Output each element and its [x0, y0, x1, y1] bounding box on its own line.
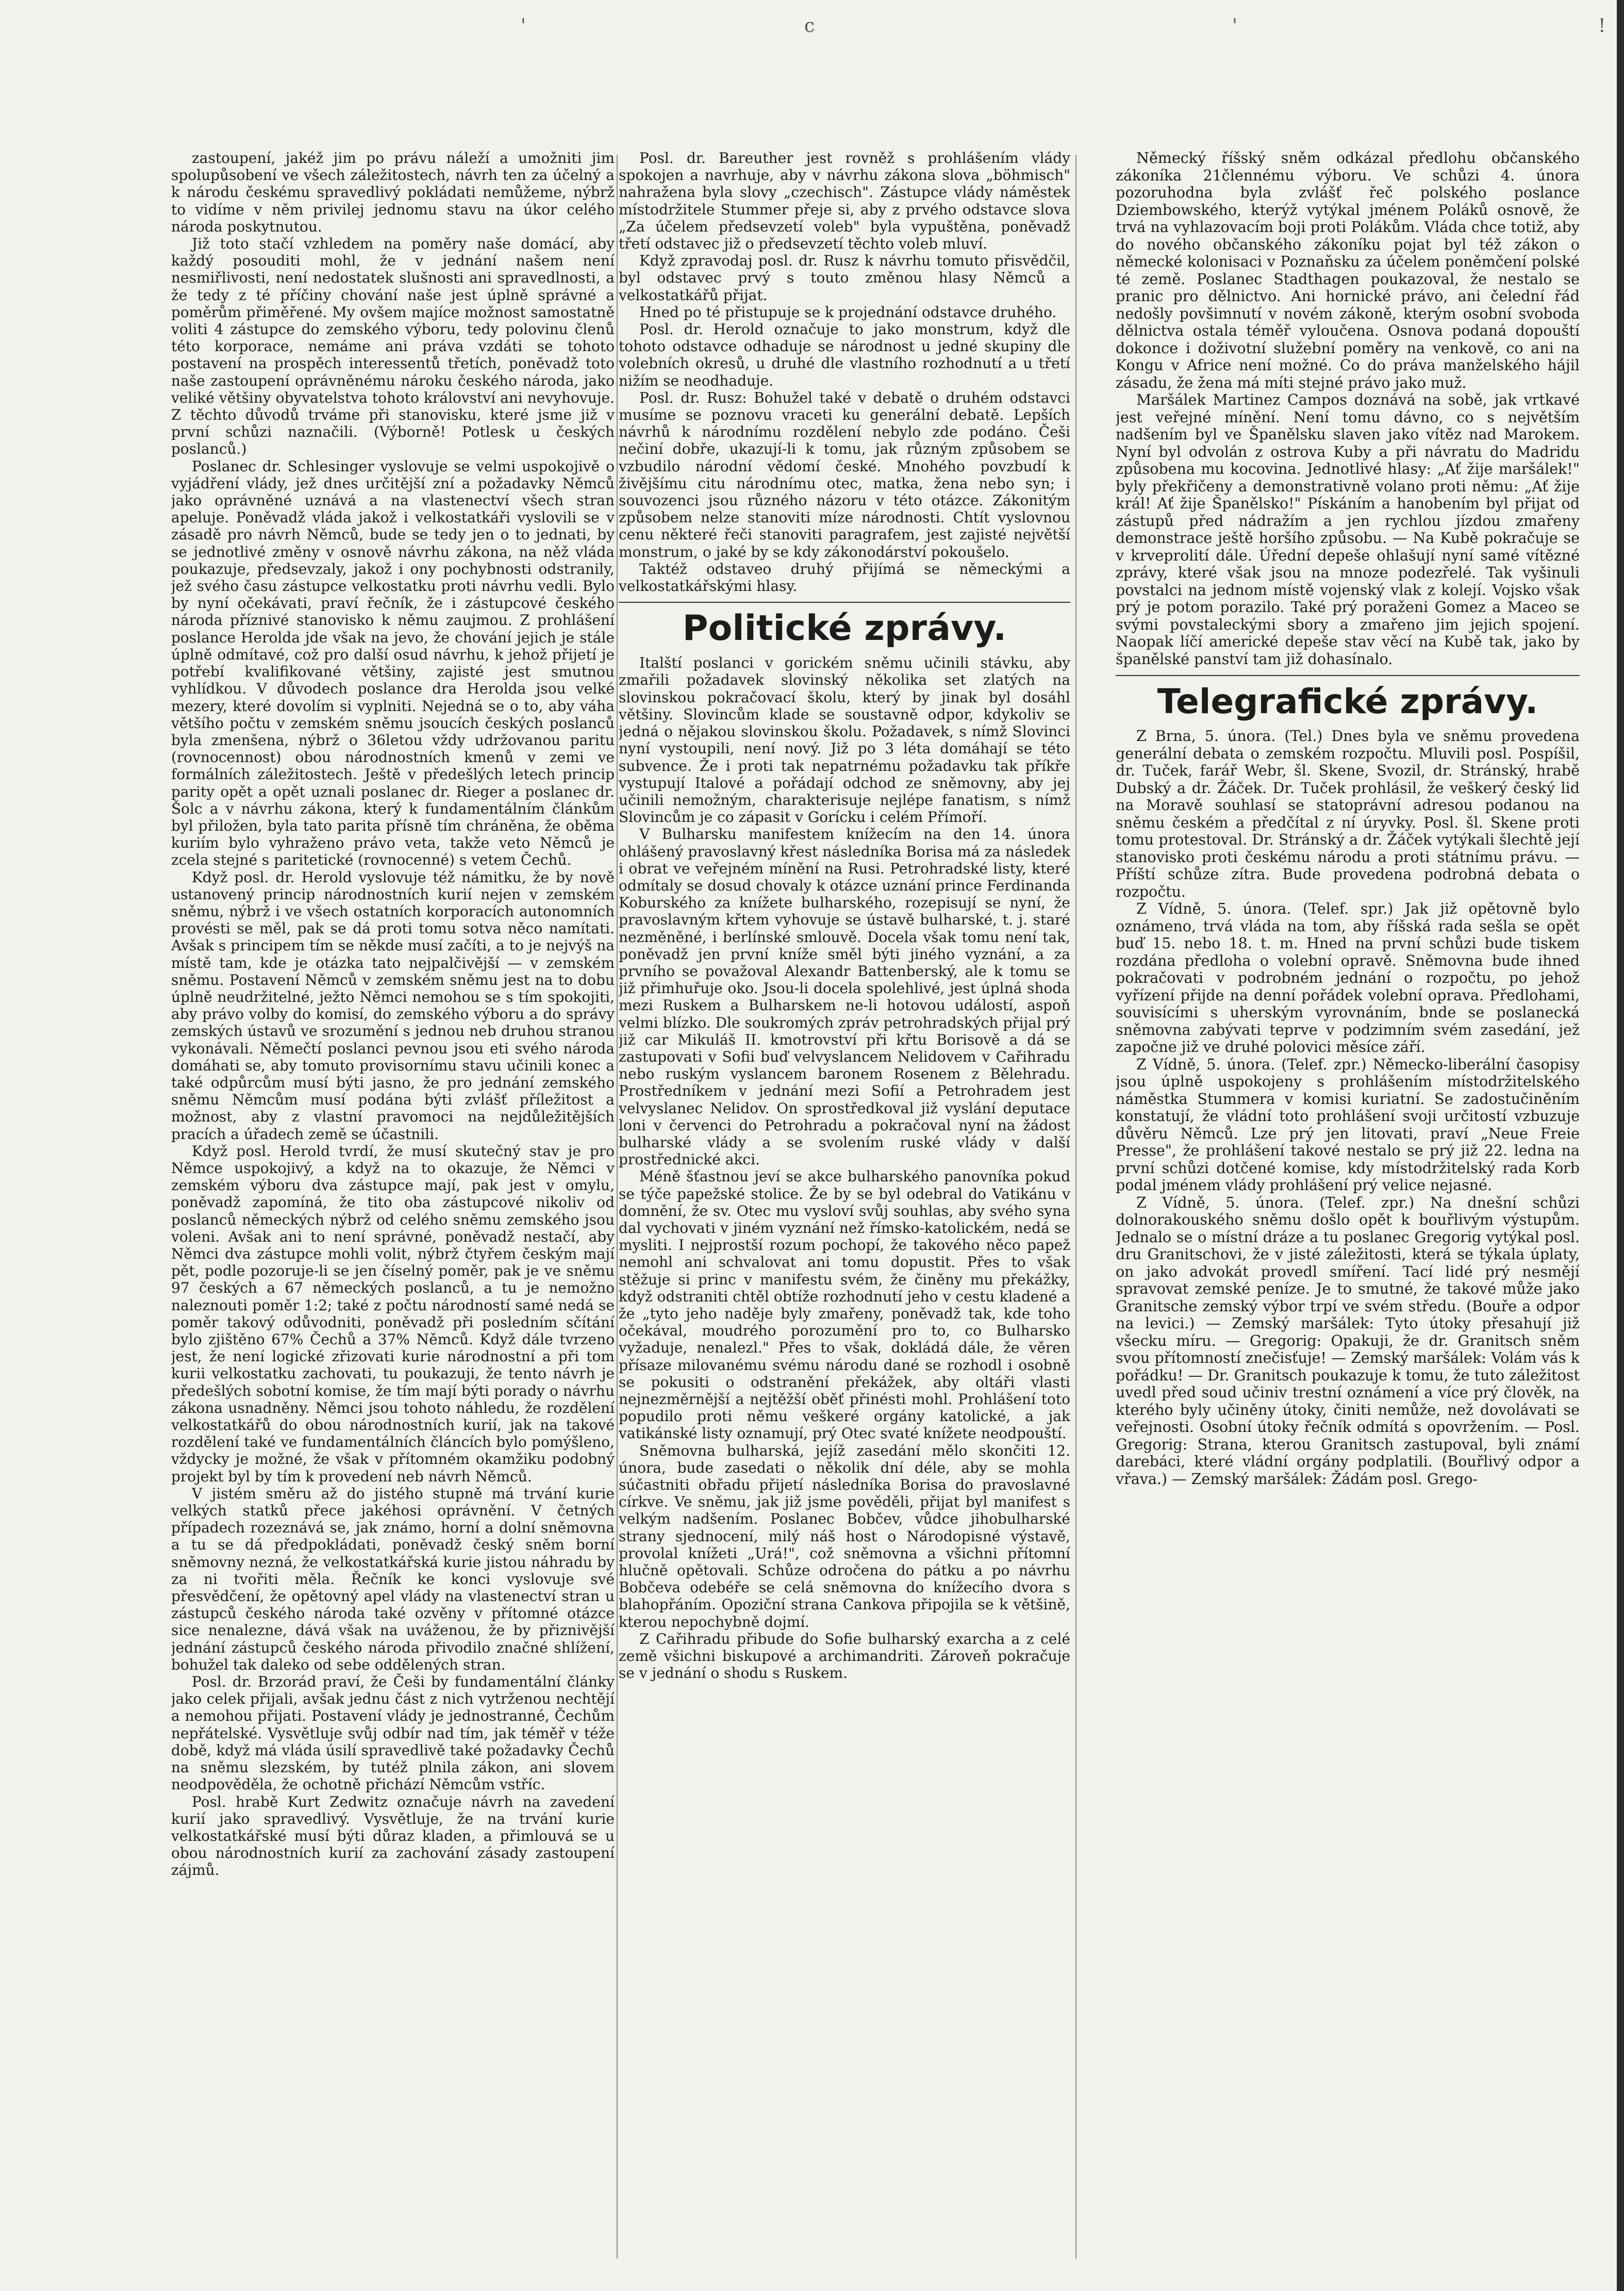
article-paragraph: Z Vídně, 5. února. (Telef. spr.) Jak již opětovně bylo oznámeno, trvá vláda na tom, aby říšská rada sešla se opět buď 15. nebo 18. t. m. Hned na první schůzi bude tiskem rozdána předloha o volební opravě. Sněmovna bude ihned pokračovati v podrobném jednání o rozpočtu, po jehož vyřízení přijde na denní pořádek volební oprava. Předlohami, souvisícími s uherským vyrovnáním, bnde se poslanecká sněmovna zabývati teprve v podzimním svém zasedání, jež započne již ve druhé polovici měsíce září. — [1116, 900, 1580, 1056]
article-paragraph: Z Vídně, 5. února. (Telef. zpr.) Na dnešní schůzi dolnorakouského sněmu došlo opět k bouřlivým výstupům. Jednalo se o místní dráze a tu poslanec Gregorig vytýkal posl. dru Granitschovi, že v jisté záležitosti, která se týkala úplaty, on jako advokát provedl smíření. Tací lidé prý nesmějí spravovat zemské peníze. Je to smutné, že takové může jako Granitsche zemský výbor trpí ve svém středu. (Bouře a odpor na levici.) — Zemský maršálek: Tyto útoky přesahují již všecku míru. — Gregorig: Opakuji, že dr. Granitsch sněm svou přítomností znečisťuje! — Zemský maršálek: Volám vás k pořádku! — Dr. Granitsch poukazuje k tomu, že tuto záležitost uvedl před soud učiniv trestní oznámení a více prý člověk, na kterého byly učiněny útoky, činiti nemůže, než dovolávati se veřejnosti. Osobní útoky řečník odmítá s opovržením. — Posl. Gregorig: Strana, kterou Granitsch zastupoval, byli známí darebáci, které vládní orgány podplatili. (Bouřlivý odpor a vřava.) — Zemský maršálek: Žádám posl. Grego- — [1116, 1194, 1580, 1488]
article-paragraph: Posl. dr. Brzorád praví, že Češi by fundamentální články jako celek přijali, avšak jednu část z nich vytrženou nechtějí a nemohou přijati. Postavení vlády je jednostranné, Čechům nepřátelské. Vysvětluje svůj odbír nad tím, jak téměř v téže době, když má vláda úsilí spravedlivě také požadavky Čechů na sněmu slezském, by tutéž plnila zákon, ani slovem neodpověděla, že ochotně přichází Němcům vstříc. — [171, 1673, 615, 1793]
article-paragraph: Již toto stačí vzhledem na poměry naše domácí, aby každý posouditi mohl, že v jednání našem není nesmiřlivosti, není nedostatek slušnosti ani spravedlnosti, a že tedy z té příčiny chování naše jest úplně správné a poměrům přiměřené. My ovšem majíce možnost samostatně voliti 4 zástupce do zemského výboru, tedy polovinu členů této korporace, nemáme ani práva vzdáti se tohoto postavení na prospěch interessentů třetích, poněvadž toto naše zastoupení oprávněnému nároku českého národa, jako veliké většiny obyvatelstva tohoto království ani nevyhovuje. Z těchto důvodů trváme při stanovisku, které jsme již v první schůzi naznačili. (Výborně! Potlesk u českých poslanců.) — [171, 235, 615, 458]
article-paragraph: Hned po té přistupuje se k projednání odstavce druhého. — [639, 303, 1057, 321]
article-paragraph: Z Vídně, 5. února. (Telef. zpr.) Německo-liberální časopisy jsou úplně uspokojeny s prohlášením místodržitelského náměstka Stummera v komisi kuriatní. Se zadostučiněním konstatují, že vládní toto prohlášení svoji určitostí vzbuzuje důvěru Němců. Lze prý jen litovati, praví „Neue Freie Presse", že prohlášení takové nestalo se prý již 22. ledna na první schůzi dotčené komise, kdy místodržitelský rada Korb podal jménem vlády prohlášení prý velice nejasné. — [1116, 1056, 1580, 1194]
article-paragraph: Posl. dr. Rusz: Bohužel také v debatě o druhém odstavci musíme se poznovu vraceti ku generální debatě. Lepších návrhů k národnímu rozdělení nebylo zde podáno. Češi nečiní dobře, ukazují-li k tomu, jak různým způsobem se vzbudilo národní vědomí české. Mnohého povzbudí k živějšímu citu národnímu otec, matka, žena nebo syn; i souvozenci jsou různého názoru v této otázce. Zákonitým způsobem nelze stanoviti míze národnosti. Chtít vyslovnou cenu některé řeči stanoviti paragrafem, jest zajisté největší monstrum, o jaké by se kdy zákonodárství pokoušelo. — [619, 389, 1070, 561]
article-paragraph: Poslanec dr. Schlesinger vyslovuje se velmi uspokojivě o vyjádření vlády, jež dnes určitější zní a požadavky Němců jako oprávněné uznává a na vlastenectví všech stran apeluje. Poněvadž vláda jakož i velkostatkáři vyslovili se v zásadě pro návrh Němců, bude se tedy jen o to jednati, by se jednotlivé změny v osnově návrhu zákona, na něž vláda poukazuje, předsevzaly, jakož i ony pochybnosti odstranily, jež svého času zástupce velkostatku proti návrhu vedli. Bylo by nyní očekávati, praví řečník, že i zástupcové českého národa příznivé stanovisko k němu zaujmou. Z prohlášení poslance Herolda jde však na jevo, že chování jejich je stále úplně odmítavé, což pro další osud návrhu, k jehož přijetí je potřebí kvalifikované většiny, zajisté jest smutnou vyhlídkou. V důvodech poslance dra Herolda jsou velké mezery, které dovolím si vyplniti. Nejedná se o to, aby váha většího počtu v zemském sněmu jsoucích českých poslanců byla zmenšena, nýbrž o 36letou vždy udržovanou paritu (rovnocennost) obou národnostních kmenů v zemi ve formálních záležitostech. Ještě v předešlých letech princip parity opět a opět uznali poslanec dr. Rieger a poslanec dr. Šolc a v návrhu zákona, který k fundamentálním článkům byl přiložen, byla tato parita přísně tím chráněna, že oběma kuriím bylo vyhraženo právo veta, takže veto Němců je zcela stejné s paritetické (rovnocenné) s vetem Čechů. — [171, 457, 615, 869]
section-title-political-news: Politické zprávy. — [682, 608, 1007, 649]
article-paragraph: V jistém směru až do jistého stupně má trvání kurie velkých statků přece jakéhosi oprávnění. V četných případech rozeznává se, jak známo, horní a dolní sněmovna a tu se dá předpokládati, poněvadž český sněm borní sněmovny nezná, že velkostatkářská kurie jistou náhradu by za ni tvořiti měla. Řečník ke konci vyslovuje své přesvědčení, že opětovný apel vlády na vlastenectví stran u zástupců českého národa také ozvěny v přítomné otázce sice nenalezne, dává však na uváženou, že by přiznivější jednání zástupců českého národa přivodilo značné shlížení, bohužel tak daleko od sebe oddělených stran. — [171, 1485, 615, 1673]
column-rule-left — [617, 155, 618, 2259]
article-paragraph: Když posl. Herold tvrdí, že musí skutečný stav je pro Němce uspokojivý, a když na to okazuje, že Němci v zemském výboru dva zástupce mají, pak jest v omylu, poněvadž zapomíná, že tito oba zástupcové nikoliv od poslanců německých nýbrž od celého sněmu zemského jsou voleni. Avšak ani to není správné, poněvadž nestačí, aby Němci dva zástupce mohli volit, nýbrž čtyřem českým mají pět, podle pozoruje-li se jen číselný poměr, pak je ve sněmu 97 českých a 67 německých poslanců, a tu je nemožno naleznouti poměr 1:2; také z počtu národností samé nedá se poměr takový odůvodniti, poněvadž při posledním sčítání bylo zjištěno 67% Čechů a 37% Němců. Když dále tvrzeno jest, že není logické zřizovati kurie národnostní a při tom kurii velkostatku zachovati, tu poukazuji, že tento návrh je předešlých sobotní komise, že tím mají býti porady o návrhu zákona usnadněny. Němci jsou tohoto náhledu, že rozdělení velkostatkářů do obou národnostních kurií, jak na takové rozdělení také ve fundamentálních článcích bylo pomýšleno, vždycky je možné, že však v přítomném okamžiku podobný projekt byl by tím k provedení neb návrh Němců. — [171, 1142, 615, 1485]
article-paragraph: zastoupení, jakéž jim po právu náleží a umožniti jim spolupůsobení ve všech záležitostech, návrh ten za účelný a k národu českému spravedlivý pokládati nemůžeme, nýbrž to vidíme v něm privilej jednomu stavu na úkor celého národa poskytnutou. — [171, 150, 615, 235]
article-paragraph: Když posl. dr. Herold vyslovuje též námitku, že by nově ustanovený princip národnostních kurií nejen v zemském sněmu, nýbrž i ve všech ostatních korporacích autonomních provésti se měl, pak se dá proti tomu sotva něco namítati. Avšak s principem tím se někde musí začíti, a to je nejvýš na místě tam, kde je otázka tato nejpalčivější — v zemském sněmu. Postavení Němců v zemském sněmu jest na to dobu úplně neudržitelné, ježto Němci nemohou se s tím spokojiti, aby právo volby do komisí, do zemského výboru a do správy zemských ústavů ve srozumění s jednou neb druhou stranou vykonávali. Němečtí poslanci pevnou jsou eti svého národa domáhati se, aby tomuto provisornímu stavu učinili konec a také odpůrcům musí býti jasno, že pro jednání zemského sněmu Němcům musí podána býti zvlášť příležitost a možnost, aby z vlastní pravomoci na nejdůležitějších pracích a úřadech země se účastnili. — [171, 868, 615, 1143]
section-title-telegraph-news: Telegrafické zprávy. — [1157, 682, 1538, 721]
article-paragraph: Posl. hrabě Kurt Zedwitz označuje návrh na zavedení kurií jako spravedlivý. Vysvětluje, že na trvání kurie velkostatkářské musí býti důraz kladen, a přimlouvá se u obou národnostních kurií za zachování zásady zastoupení zájmů. — [171, 1793, 615, 1879]
section-divider — [619, 602, 1070, 603]
article-paragraph: Italští poslanci v gorickém sněmu učinili stávku, aby zmařili požadavek slovinský několika set zlatých na slovinskou pokračovací školu, který by jinak byl dosáhl většiny. Slovincům klade se soustavně odpor, kdykoliv se jedná o nějakou slovinskou školu. Požadavek, s nímž Slovinci nyní vystoupili, není nový. Již po 3 léta domáhají se této subvence. Že i proti tak nepatrnému požadavku tak příkře vystupují Italové a pořádají odchod ze sněmovny, aby jej učinili nemožným, charakterisuje nejlépe fanatism, s nímž Slovincům je co zápasit v Gorícku i celém Přímoří. — [619, 654, 1070, 826]
column-rule-right — [1075, 155, 1076, 2259]
column-right — [1116, 150, 1580, 2269]
column-middle — [619, 150, 1070, 2269]
article-paragraph: Německý říšský sněm odkázal předlohu občanského zákoníka 21člennému výboru. Ve schůzi 4. února pozoruhodna byla zvlášť řeč polského poslance Dziembowského, kterýž vytýkal jménem Poláků osnově, že trvá na vyhlazovacím boji proti Polákům. Vláda chce totiž, aby do nového občanského zákoníku pojat byl též zákon o německé kolonisaci v Poznaňsku za účelem poněmčení polské té země. Poslanec Stadthagen poukazoval, že nestalo se pranic pro dělnictvo. Ani hornické právo, ani čelední řád nedošly povšimnutí v novém zákoně, kterým osobní svoboda dělnictva ostala téměř vyloučena. Osnova podaná dopouští dokonce i doživotní služební poměry na venkově, co ani na Kongu v Africe není možné. Co do práva manželského hájil zásadu, že žena má míti stejné právo jako muž. — [1116, 150, 1580, 391]
article-paragraph: Taktéž odstaveo druhý přijímá se německými a velkostatkářskými hlasy. — [619, 560, 1070, 595]
column-left — [171, 150, 615, 2269]
article-paragraph: Posl. dr. Herold označuje to jako monstrum, když dle tohoto odstavce odhaduje se národnost u jedné skupiny dle volebních okresů, u druhé dle vlastního rozhodnutí a u třetí nižím se neodhaduje. — [619, 321, 1070, 389]
article-paragraph: Méně šťastnou jeví se akce bulharského panovníka pokud se týče papežské stolice. Že by se byl odebral do Vatikánu v domnění, že sv. Otec mu vysloví svůj souhlas, aby svého syna dal vychovati v jiném vyznání než římsko-katolickém, nedá se mysliti. I nejprostší rozum pochopí, že takového něco papež nemohl ani schvalovat ani tomu dopustit. Přes to však stěžuje si princ v manifestu svém, že činěny mu překážky, když odstraniti chtěl obtíže rozhodnutí jeho v cestu kladené a že „tyto jeho naděje byly zmařeny, poněvadž tak, kde toho očekával, moudrého porozumění pro to, co Bulharsko vyžaduje, nenalezl." Přes to však, dokládá dále, že věren přísaze milovanému svému národu dané se rozhodl i osobně se pokusiti o odstranění překážek, aby oltáři vlasti nejnezměrnější a nejtěžší oběť přinésti mohl. Prohlášení toto popudilo proti němu veškeré orgány katolické, a jak vatikánské listy oznamují, prý Otec svaté knížete neodpouští. — [619, 1168, 1070, 1442]
article-paragraph: Maršálek Martinez Campos doznává na sobě, jak vrtkavé jest veřejné mínění. Není tomu dávno, co s největším nadšením byl ve Španělsku slaven jako vítěz nad Marokem. Nyní byl odvolán z ostrova Kuby a při návratu do Madridu způsobena mu kocovina. Jednotlivé hlasy: „Ať žije maršálek!" byly překřičeny a demonstrativně volano proti němu: „Ať žije král! Ať žije Španělsko!" Pískáním a hanobením byl přijat od zástupů před nádražím a jen rychlou jízdou zmařeny demonstrace ještě horšího způsobu. — Na Kubě pokračuje se v krveprolití dále. Úřední depeše ohlašují nyní samé vítězné zprávy, které však jsou na mnoze podezřelé. Tak vyšinuli povstalci na jednom místě vojenský vlak z kolejí. Vojsko však prý je potom porazilo. Také prý poraženi Gomez a Maceo se svými povstaleckými sbory a zmařeno jim jejich spojení. Naopak líčí americké depeše stav věcí na Kubě tak, jako by španělské panství tam již dohasínalo. — [1116, 391, 1580, 668]
article-paragraph: Z Cařihradu přibude do Sofie bulharský exarcha a z celé země všichni biskupové a archimandriti. Zároveň pokračuje se v jednání o shodu s Ruskem. — [619, 1630, 1070, 1682]
article-paragraph: Z Brna, 5. února. (Tel.) Dnes byla ve sněmu provedena generální debata o zemském rozpočtu. Mluvili posl. Pospíšil, dr. Tuček, farář Webr, šl. Skene, Svozil, dr. Stránský, hrabě Dubský a dr. Žáček. Dr. Tuček prohlásil, že veškerý český lid na Moravě souhlasí se statoprávní adresou podanou na sněmu českém a předčítal z ní úryvky. Posl. šl. Skene proti tomu protestoval. Dr. Stránský a dr. Žáček vytýkali šlechtě její stanovisko proti českému národu a proti státnímu právu. — Příští schůze zítra. Bude provedena podrobná debata o rozpočtu. — [1116, 728, 1580, 900]
top-margin-marks: ' c ' ! — [521, 15, 1606, 37]
article-paragraph: Když zpravodaj posl. dr. Rusz k návrhu tomuto přisvědčil, byl odstavec prvý s touto změnou hlasy Němců a velkostatkářů přijat. — [619, 252, 1070, 304]
page-edge — [1617, 0, 1624, 2291]
article-paragraph: Sněmovna bulharská, jejíž zasedání mělo skončiti 12. února, bude zasedati o několik dní déle, aby se mohla súčastniti obřadu přijetí následníka Borisa do pravoslavné církve. Ve sněmu, jak již jsme pověděli, přijat byl manifest s velkým nadšením. Poslanec Bobčev, vůdce jihobulharské strany sjednocení, milý náš host o Národopisné výstavě, provolal knížeti „Urá!", což sněmovna a všichni přítomní hlučně opětovali. Schůze odročena do pátku a po návrhu Bobčeva odebéře se celá sněmovna do knížecího dvora s blahopřáním. Opoziční strana Cankova připojila se k většině, kterou nepochybně dojmí. — [619, 1442, 1070, 1630]
article-paragraph: V Bulharsku manifestem knížecím na den 14. února ohlášený pravoslavný křest následníka Borisa má za následek i obrat ve veřejném mínění na Rusi. Petrohradské listy, které odmítaly se dosud chovaly k otázce uznání prince Ferdinanda Koburského za knížete bulharského, rozepisují se nyní, že pravoslavným křtem vyhovuje se ústavě bulharské, t. j. staré nezměněné, i berlínské smlouvě. Docela však tomu není tak, poněvadž jen první kníže směl býti jiného vyznání, a za prvního se považoval Alexandr Battenberský, ale k tomu se již přimhuřuje oko. Jsou-li docela spolehlivé, jest úplná shoda mezi Ruskem a Bulharskem ne-li hotovou událostí, aspoň velmi blízko. Dle soukromých zpráv petrohradských přijal prý již car Mikuláš II. kmotrovství při křtu Borisově a dá se zastupovati v Sofii buď velvyslancem Nelidovem v Cařihradu nebo ruským vyslancem baronem Rosenem z Bělehradu. Prostředníkem v jednání mezi Sofií a Petrohradem jest velvyslanec Nelidov. On sprostředkoval již vyslání deputace loni v červenci do Petrohradu a pokračoval nyní na žádost bulharské vlády a se svolením ruské vlády v další prostřednické akci. — [619, 826, 1070, 1168]
section-divider — [1116, 675, 1580, 676]
article-paragraph: Posl. dr. Bareuther jest rovněž s prohlášením vlády spokojen a navrhuje, aby v návrhu zákona slova „böhmisch" nahražena byla slovy „czechisch". Zástupce vlády náměstek místodržitele Stummer přeje si, aby z prvého odstavce slova „Za účelem předsevzetí voleb" byla vypuštěna, poněvadž třetí odstavec již o předsevzetí těchto voleb mluví. — [619, 150, 1070, 253]
